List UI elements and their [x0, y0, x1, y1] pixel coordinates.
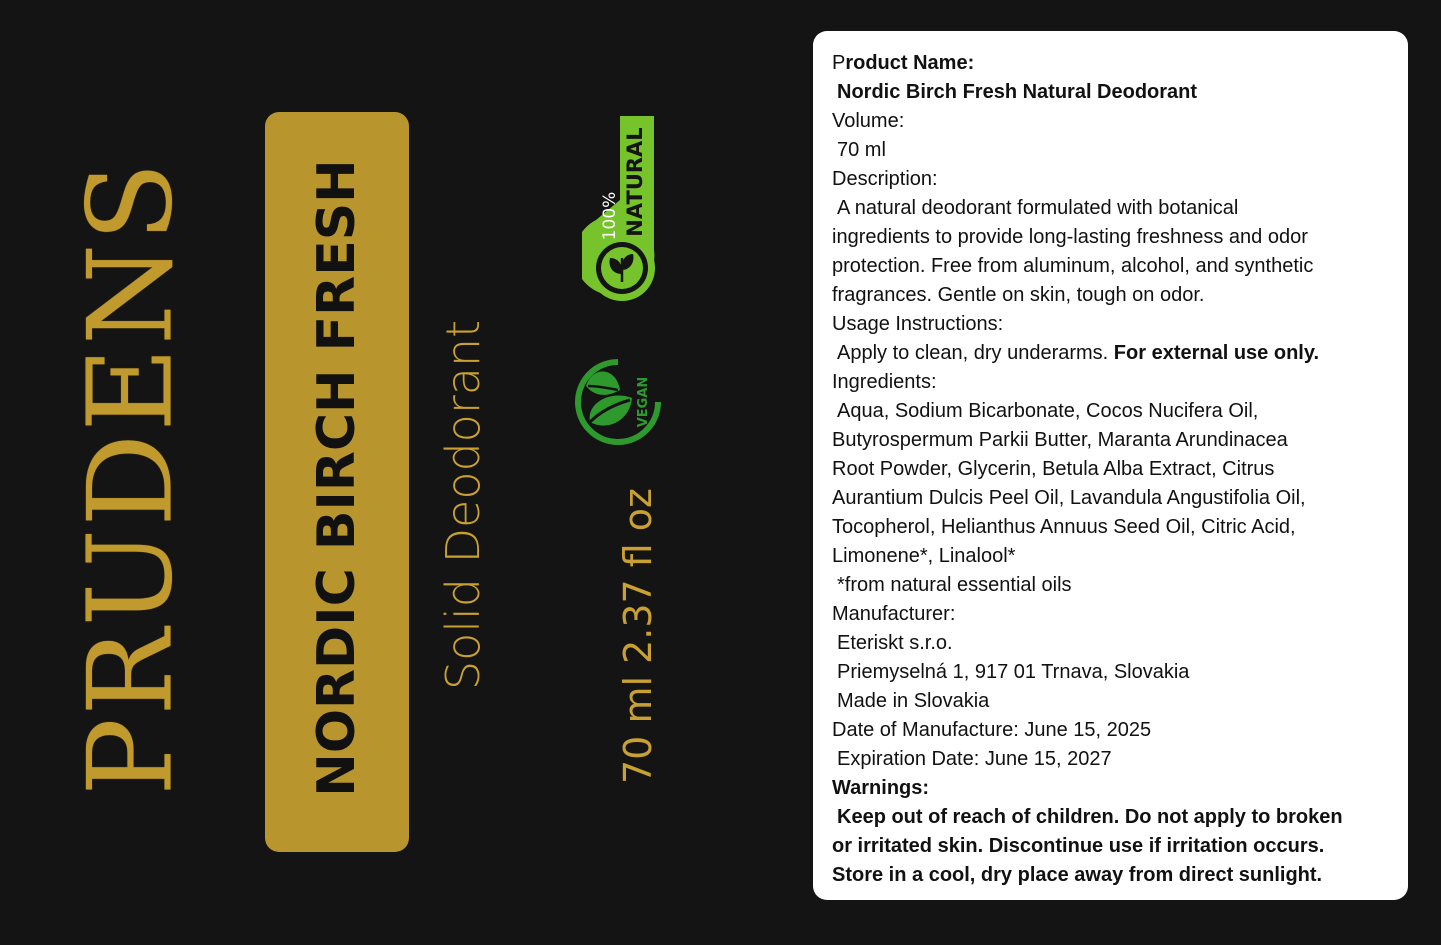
volume-label: 70 ml 2.37 fl oz [616, 488, 660, 784]
vegan-badge-icon [572, 356, 664, 448]
ingredients-line: Butyrospermum Parkii Butter, Maranta Arundinacea [832, 429, 1288, 451]
manufacturer-origin: Made in Slovakia [837, 690, 990, 712]
product-info-card [813, 31, 1408, 900]
ingredients-heading: Ingredients: [832, 371, 937, 393]
description-line: protection. Free from aluminum, alcohol, and synthetic [832, 255, 1314, 277]
ingredients-note: *from natural essential oils [837, 574, 1072, 596]
product-name-value: Nordic Birch Fresh Natural Deodorant [837, 81, 1198, 103]
manufacturer-name: Eteriskt s.r.o. [837, 632, 953, 654]
product-type-label: Solid Deodorant [436, 319, 490, 691]
ingredients-line: Tocopherol, Helianthus Annuus Seed Oil, Citric Acid, [832, 516, 1296, 538]
brand-wordmark: PRUDENS [63, 160, 199, 796]
ingredients-line: Aqua, Sodium Bicarbonate, Cocos Nucifera Oil, [837, 400, 1259, 422]
ingredients-line: Aurantium Dulcis Peel Oil, Lavandula Angustifolia Oil, [832, 487, 1306, 509]
description-heading: Description: [832, 168, 938, 190]
warnings-heading: Warnings: [832, 777, 930, 799]
natural-badge-word: NATURAL [623, 127, 647, 237]
description-line: fragrances. Gentle on skin, tough on odor. [832, 284, 1205, 306]
warnings-line: or irritated skin. Discontinue use if irritation occurs. [832, 835, 1325, 857]
natural-badge-icon [582, 110, 662, 310]
volume-heading: Volume: [832, 110, 905, 132]
usage-heading: Usage Instructions: [832, 313, 1004, 335]
manufacturer-heading: Manufacturer: [832, 603, 956, 625]
product-name-heading: Product Name: [832, 52, 975, 74]
vegan-badge-word: VEGAN [636, 376, 651, 428]
usage-warning: For external use only. [1113, 342, 1320, 364]
expiration-date: Expiration Date: June 15, 2027 [837, 748, 1112, 770]
description-line: ingredients to provide long-lasting freshness and odor [832, 226, 1308, 248]
natural-badge-percent: 100% [600, 191, 620, 241]
volume-value: 70 ml [837, 139, 886, 161]
product-name-title: NORDIC BIRCH FRESH [307, 159, 367, 797]
description-line: A natural deodorant formulated with botanical [837, 197, 1239, 219]
ingredients-line: Root Powder, Glycerin, Betula Alba Extract, Citrus [832, 458, 1275, 480]
warnings-line: Store in a cool, dry place away from direct sunlight. [832, 864, 1323, 886]
manufacture-date: Date of Manufacture: June 15, 2025 [832, 719, 1152, 741]
usage-text: Apply to clean, dry underarms. For external use only. [837, 342, 1320, 364]
ingredients-line: Limonene*, Linalool* [832, 545, 1016, 567]
manufacturer-address: Priemyselná 1, 917 01 Trnava, Slovakia [837, 661, 1190, 683]
warnings-line: Keep out of reach of children. Do not apply to broken [837, 806, 1343, 828]
